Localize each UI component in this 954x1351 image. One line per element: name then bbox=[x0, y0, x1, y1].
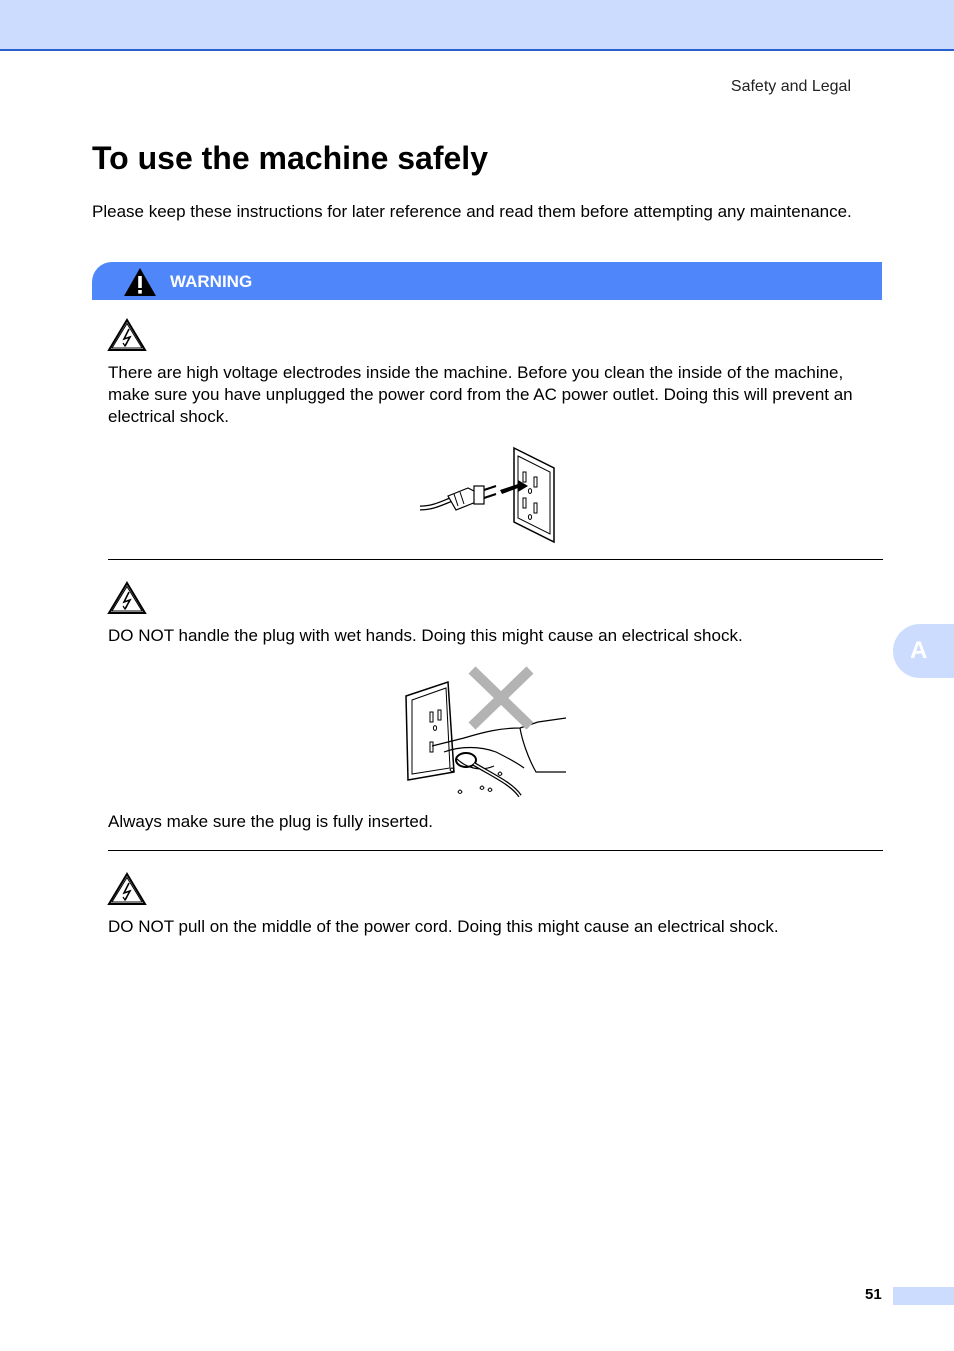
wet-hands-prohibited-illustration bbox=[404, 666, 570, 802]
section-divider bbox=[108, 850, 883, 851]
warning-text-2: DO NOT handle the plug with wet hands. Doing this might cause an electrical shock. bbox=[108, 626, 743, 645]
electrical-shock-icon bbox=[107, 872, 147, 906]
appendix-tab bbox=[893, 624, 954, 678]
intro-paragraph: Please keep these instructions for later reference and read them before attempting any maintenance. bbox=[92, 202, 852, 221]
warning-text-3: DO NOT pull on the middle of the power cord. Doing this might cause an electrical shock. bbox=[108, 917, 779, 936]
appendix-tab-label: A bbox=[910, 637, 928, 664]
warning-triangle-icon bbox=[123, 267, 157, 297]
running-header: Safety and Legal bbox=[730, 78, 851, 95]
page-title: To use the machine safely bbox=[92, 140, 488, 176]
top-header-band bbox=[0, 0, 954, 51]
electrical-shock-icon bbox=[107, 318, 147, 352]
electrical-shock-icon bbox=[107, 581, 147, 615]
warning-banner bbox=[92, 262, 882, 300]
warning-text-1: There are high voltage electrodes inside the machine. Before you clean the inside of the machine, make sure you have unplugged the power cord from the AC power outlet. Doing this will prevent an electrical shock. bbox=[108, 363, 853, 426]
warning-label: WARNING bbox=[170, 272, 253, 291]
section-divider bbox=[108, 559, 883, 560]
unplug-cord-illustration bbox=[418, 446, 558, 544]
page-number: 51 bbox=[865, 1286, 882, 1303]
note-text: Always make sure the plug is fully inserted. bbox=[108, 812, 434, 831]
page-number-band bbox=[893, 1287, 954, 1305]
